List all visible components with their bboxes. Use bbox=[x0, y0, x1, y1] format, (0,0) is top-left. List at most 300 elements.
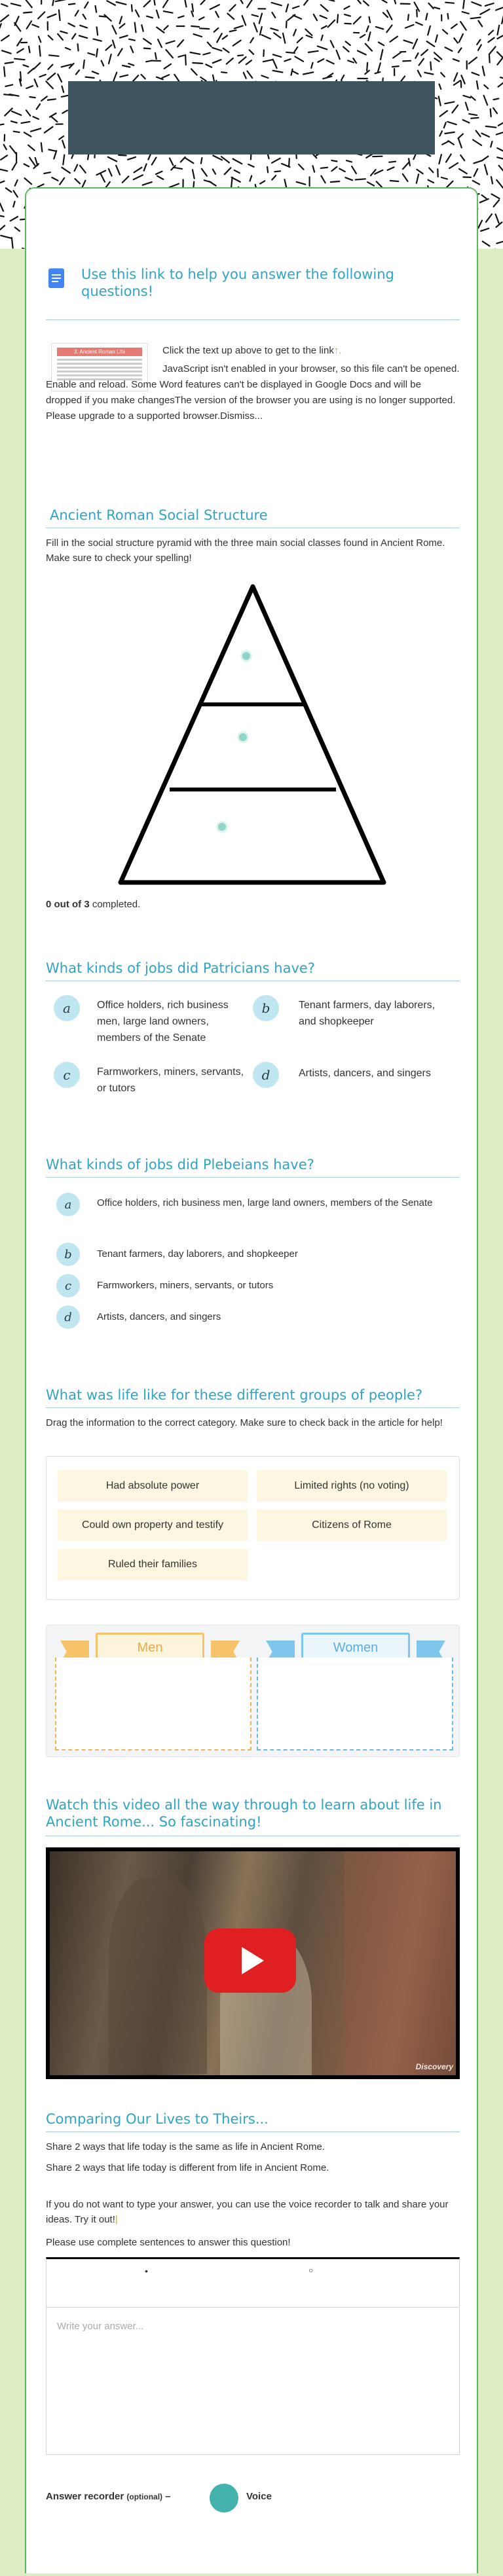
pattern-dash bbox=[156, 172, 162, 174]
pattern-dash bbox=[170, 158, 173, 166]
pattern-dash bbox=[272, 175, 276, 180]
sort-title: What was life like for these different groups of people? bbox=[46, 1387, 423, 1403]
pattern-dash bbox=[445, 132, 454, 134]
pattern-dash bbox=[213, 60, 221, 63]
compare-title: Comparing Our Lives to Theirs... bbox=[46, 2111, 269, 2127]
option-b-bubble[interactable]: b bbox=[253, 995, 279, 1021]
pattern-dash bbox=[52, 177, 58, 181]
pattern-dash bbox=[26, 110, 30, 116]
pattern-dash bbox=[143, 39, 151, 44]
pattern-dash bbox=[472, 73, 479, 75]
cursor-emoji: | bbox=[115, 2214, 118, 2226]
pattern-dash bbox=[162, 75, 170, 78]
pattern-dash bbox=[80, 166, 86, 173]
men-drop-zone[interactable] bbox=[55, 1658, 252, 1751]
pattern-dash bbox=[31, 128, 41, 132]
pattern-dash bbox=[52, 0, 54, 5]
men-label: Men bbox=[96, 1633, 204, 1663]
pattern-dash bbox=[392, 66, 399, 67]
pattern-dash bbox=[458, 138, 462, 147]
title-bar bbox=[68, 81, 435, 154]
pattern-dash bbox=[22, 122, 30, 123]
pattern-dash bbox=[286, 52, 295, 53]
pattern-dash bbox=[246, 60, 252, 64]
pattern-dash bbox=[274, 33, 280, 38]
pattern-dash bbox=[378, 63, 381, 72]
pattern-dash bbox=[252, 15, 258, 17]
pattern-dash bbox=[314, 14, 317, 20]
pattern-dash bbox=[299, 164, 304, 170]
pattern-dash bbox=[469, 58, 477, 64]
pyramid-bottom-hotspot[interactable] bbox=[216, 821, 228, 833]
pattern-dash bbox=[497, 148, 503, 152]
pattern-dash bbox=[174, 168, 182, 169]
pattern-dash bbox=[373, 156, 382, 157]
pattern-dash bbox=[496, 132, 503, 134]
pattern-dash bbox=[452, 105, 458, 113]
pattern-dash bbox=[386, 26, 392, 33]
pattern-dash bbox=[69, 4, 75, 5]
pattern-dash bbox=[136, 10, 139, 17]
pattern-dash bbox=[185, 0, 186, 7]
pattern-dash bbox=[45, 127, 53, 133]
pattern-dash bbox=[62, 141, 65, 148]
pattern-dash bbox=[449, 141, 454, 145]
pattern-dash bbox=[120, 24, 125, 27]
pattern-dash bbox=[48, 150, 55, 151]
pattern-dash bbox=[439, 154, 441, 164]
pattern-dash bbox=[25, 178, 32, 184]
pattern-dash bbox=[75, 10, 79, 16]
pattern-dash bbox=[273, 54, 282, 57]
pattern-dash bbox=[418, 71, 421, 77]
pattern-dash bbox=[293, 15, 302, 19]
pattern-dash bbox=[62, 86, 64, 92]
option-d-text[interactable]: Artists, dancers, and singers bbox=[97, 1311, 221, 1322]
pattern-dash bbox=[93, 39, 101, 41]
youtube-play-button[interactable] bbox=[204, 1929, 296, 1993]
pattern-dash bbox=[462, 12, 469, 14]
js-notice: JavaScript isn't enabled in your browser, so this file can't be opened. Enable and reload. Some Word features can't be displayed in Google Docs and will be dropped if you make changesThe version of the browser you are using is no longer supported. Please upgrade to a supported browser.Dismiss... bbox=[46, 363, 460, 422]
pattern-dash bbox=[4, 145, 7, 149]
option-d-bubble[interactable]: d bbox=[253, 1062, 279, 1088]
pattern-dash bbox=[37, 104, 40, 109]
pattern-dash bbox=[227, 14, 234, 20]
pattern-dash bbox=[480, 199, 489, 202]
pattern-dash bbox=[273, 60, 277, 68]
recorder-optional: (optional) bbox=[126, 2492, 163, 2501]
pattern-dash bbox=[473, 140, 481, 146]
pattern-dash bbox=[491, 141, 492, 147]
pattern-dash bbox=[494, 99, 499, 100]
pattern-dash bbox=[341, 75, 344, 81]
pattern-dash bbox=[304, 0, 309, 5]
option-a-bubble[interactable]: a bbox=[54, 995, 80, 1021]
pattern-dash bbox=[424, 73, 433, 75]
pattern-dash bbox=[474, 160, 482, 163]
pattern-dash bbox=[486, 126, 496, 128]
answer-textarea[interactable]: Write your answer... bbox=[57, 2321, 144, 2332]
pattern-dash bbox=[164, 64, 171, 69]
pattern-dash bbox=[68, 24, 75, 27]
pattern-dash bbox=[267, 167, 268, 172]
pattern-dash bbox=[346, 160, 352, 162]
compare-line-1: Share 2 ways that life today is the same as life in Ancient Rome. bbox=[46, 2141, 326, 2152]
pattern-dash bbox=[11, 121, 17, 123]
pattern-dash bbox=[498, 26, 500, 35]
pattern-dash bbox=[144, 1, 151, 7]
option-b-text[interactable]: Tenant farmers, day laborers, and shopkeeper bbox=[97, 1248, 298, 1260]
pattern-dash bbox=[447, 122, 456, 124]
pattern-dash bbox=[379, 43, 384, 46]
pattern-dash bbox=[1, 155, 7, 160]
option-c-text[interactable]: Farmworkers, miners, servants, or tutors bbox=[97, 1066, 244, 1094]
pattern-dash bbox=[223, 48, 229, 52]
pattern-dash bbox=[217, 33, 222, 42]
pyramid-outline bbox=[121, 587, 384, 882]
pattern-dash bbox=[233, 159, 242, 164]
pattern-dash bbox=[107, 1, 115, 5]
pattern-dash bbox=[477, 40, 480, 45]
pattern-dash bbox=[213, 170, 215, 174]
pattern-dash bbox=[303, 72, 313, 74]
bullet-list-button[interactable]: • bbox=[145, 2266, 148, 2276]
pattern-dash bbox=[250, 50, 254, 54]
pattern-dash bbox=[193, 170, 195, 178]
pattern-dash bbox=[12, 111, 21, 115]
pattern-dash bbox=[10, 146, 16, 154]
pattern-dash bbox=[154, 0, 155, 5]
option-b-bubble[interactable]: b bbox=[56, 1243, 80, 1266]
drag-item[interactable]: Citizens of Rome bbox=[257, 1510, 447, 1541]
pattern-dash bbox=[191, 69, 197, 75]
pattern-dash bbox=[485, 165, 487, 175]
pattern-dash bbox=[157, 10, 159, 18]
pattern-dash bbox=[152, 158, 157, 165]
pattern-dash bbox=[473, 181, 479, 185]
pattern-dash bbox=[203, 53, 210, 55]
pyramid-top-hotspot[interactable] bbox=[240, 650, 252, 662]
pattern-dash bbox=[286, 5, 288, 12]
pattern-dash bbox=[382, 0, 387, 3]
pattern-dash bbox=[58, 34, 63, 40]
pyramid-progress bbox=[46, 897, 140, 912]
pattern-dash bbox=[305, 29, 312, 35]
pattern-dash bbox=[113, 73, 117, 81]
progress-suffix: completed. bbox=[89, 899, 141, 910]
pattern-dash bbox=[263, 60, 272, 62]
pattern-dash bbox=[48, 65, 52, 69]
pattern-dash bbox=[464, 96, 471, 98]
pattern-dash bbox=[484, 85, 488, 88]
pattern-dash bbox=[497, 52, 503, 58]
pattern-dash bbox=[143, 182, 152, 185]
pattern-dash bbox=[134, 175, 143, 179]
pattern-dash bbox=[294, 47, 297, 52]
pattern-dash bbox=[56, 0, 66, 1]
pattern-dash bbox=[498, 82, 503, 87]
pattern-dash bbox=[308, 51, 318, 52]
divider bbox=[46, 1177, 460, 1178]
pattern-dash bbox=[44, 172, 50, 173]
pattern-dash bbox=[244, 73, 246, 79]
pattern-dash bbox=[454, 38, 458, 43]
pattern-dash bbox=[32, 25, 39, 27]
pattern-dash bbox=[388, 167, 394, 170]
pattern-dash bbox=[441, 177, 447, 179]
pattern-dash bbox=[144, 164, 147, 171]
pattern-dash bbox=[496, 214, 499, 223]
pattern-dash bbox=[199, 17, 204, 20]
pattern-dash bbox=[421, 50, 428, 56]
pattern-dash bbox=[262, 35, 270, 39]
pattern-dash bbox=[446, 154, 451, 162]
pattern-dash bbox=[227, 58, 233, 64]
pattern-dash bbox=[356, 0, 361, 3]
pattern-dash bbox=[439, 131, 442, 136]
drag-item[interactable]: Limited rights (no voting) bbox=[257, 1470, 447, 1502]
pattern-dash bbox=[109, 169, 112, 176]
pattern-dash bbox=[369, 17, 371, 23]
voice-record-button[interactable] bbox=[210, 2484, 238, 2513]
pattern-dash bbox=[41, 96, 47, 101]
pattern-dash bbox=[434, 7, 439, 9]
pattern-dash bbox=[318, 46, 327, 50]
pattern-dash bbox=[86, 77, 94, 78]
pattern-dash bbox=[428, 3, 433, 9]
option-a-text[interactable]: Office holders, rich business men, large land owners, members of the Senate bbox=[97, 1000, 229, 1043]
pattern-dash bbox=[498, 121, 503, 126]
pattern-dash bbox=[297, 38, 303, 43]
pattern-dash bbox=[49, 55, 59, 56]
pattern-dash bbox=[429, 168, 433, 172]
pattern-dash bbox=[83, 60, 84, 68]
pattern-dash bbox=[339, 169, 345, 172]
answer-recorder-label bbox=[46, 2489, 171, 2504]
pattern-dash bbox=[48, 35, 53, 39]
pyramid-middle-hotspot[interactable] bbox=[237, 731, 249, 743]
option-d-text[interactable]: Artists, dancers, and singers bbox=[299, 1068, 431, 1079]
pattern-dash bbox=[387, 10, 392, 20]
pattern-dash bbox=[202, 169, 207, 176]
pattern-dash bbox=[83, 14, 86, 19]
pattern-dash bbox=[371, 170, 376, 175]
pattern-dash bbox=[1, 35, 9, 41]
pattern-dash bbox=[38, 12, 45, 18]
pattern-dash bbox=[322, 26, 327, 29]
pattern-dash bbox=[104, 15, 111, 21]
pattern-dash bbox=[444, 122, 446, 128]
link-section-title: Use this link to help you answer the following questions! bbox=[81, 266, 394, 300]
pattern-dash bbox=[489, 56, 490, 63]
pattern-dash bbox=[46, 81, 53, 88]
option-d-bubble[interactable]: d bbox=[56, 1305, 80, 1329]
pattern-dash bbox=[54, 151, 56, 158]
recorder-label: Answer recorder bbox=[46, 2491, 124, 2502]
pattern-dash bbox=[447, 181, 453, 188]
option-a-text[interactable]: Office holders, rich business men, large land owners, members of the Senate bbox=[97, 1197, 433, 1208]
pattern-dash bbox=[84, 2, 88, 8]
pattern-dash bbox=[29, 46, 30, 52]
google-doc-icon bbox=[48, 268, 64, 288]
pattern-dash bbox=[247, 0, 252, 7]
pattern-dash bbox=[120, 35, 128, 38]
pattern-dash bbox=[403, 174, 408, 181]
pattern-dash bbox=[0, 226, 5, 231]
pattern-dash bbox=[15, 180, 18, 186]
pattern-dash bbox=[500, 77, 503, 79]
pattern-dash bbox=[0, 204, 3, 211]
pattern-dash bbox=[439, 84, 441, 90]
option-c-bubble[interactable]: c bbox=[54, 1062, 80, 1088]
pattern-dash bbox=[497, 57, 503, 65]
pattern-dash bbox=[201, 0, 205, 5]
pattern-dash bbox=[408, 14, 409, 20]
pattern-dash bbox=[191, 26, 199, 27]
pattern-dash bbox=[482, 195, 487, 198]
pattern-dash bbox=[194, 34, 202, 37]
click-text bbox=[162, 343, 451, 358]
pattern-dash bbox=[0, 24, 1, 29]
drag-item[interactable]: Ruled their families bbox=[58, 1549, 248, 1580]
pattern-dash bbox=[20, 72, 21, 81]
click-text-label: Click the text up above to get to the link bbox=[162, 345, 334, 356]
pattern-dash bbox=[4, 67, 5, 76]
pattern-dash bbox=[416, 22, 422, 25]
pattern-dash bbox=[119, 155, 126, 156]
pattern-dash bbox=[0, 124, 4, 126]
pattern-dash bbox=[157, 27, 164, 33]
pattern-dash bbox=[238, 55, 243, 56]
women-drop-zone[interactable] bbox=[257, 1658, 453, 1751]
pattern-dash bbox=[331, 167, 337, 171]
pattern-dash bbox=[113, 26, 117, 34]
pattern-dash bbox=[445, 102, 454, 104]
compare-line-3 bbox=[46, 2197, 460, 2228]
pattern-dash bbox=[461, 75, 464, 84]
pattern-dash bbox=[352, 166, 356, 173]
drag-item[interactable]: Had absolute power bbox=[58, 1470, 248, 1502]
pattern-dash bbox=[58, 74, 62, 82]
women-label: Women bbox=[301, 1633, 410, 1663]
option-c-text[interactable]: Farmworkers, miners, servants, or tutors bbox=[97, 1280, 274, 1291]
video-player[interactable] bbox=[46, 1847, 460, 2079]
option-a-bubble[interactable]: a bbox=[56, 1193, 80, 1216]
pattern-dash bbox=[212, 48, 221, 51]
pattern-dash bbox=[321, 5, 328, 11]
pattern-dash bbox=[460, 155, 464, 160]
pattern-dash bbox=[14, 190, 18, 197]
pattern-dash bbox=[405, 25, 413, 28]
pattern-dash bbox=[106, 182, 110, 187]
pattern-dash bbox=[320, 16, 327, 18]
pattern-dash bbox=[147, 16, 153, 18]
pattern-dash bbox=[494, 200, 500, 207]
pattern-dash bbox=[390, 37, 398, 42]
pattern-dash bbox=[448, 14, 449, 19]
pattern-dash bbox=[476, 131, 481, 137]
pattern-dash bbox=[413, 154, 416, 159]
pattern-dash bbox=[363, 1, 369, 6]
pattern-dash bbox=[60, 31, 67, 33]
drag-item[interactable]: Could own property and testify bbox=[58, 1510, 248, 1541]
pattern-dash bbox=[251, 154, 252, 160]
pattern-dash bbox=[459, 169, 467, 173]
pattern-dash bbox=[367, 26, 369, 31]
numbered-list-button[interactable]: ○ bbox=[308, 2266, 314, 2275]
video-title: Watch this video all the way through to learn about life in Ancient Rome... So fascinating! bbox=[46, 1797, 442, 1830]
pattern-dash bbox=[348, 61, 354, 63]
pattern-dash bbox=[33, 117, 39, 119]
pattern-dash bbox=[492, 194, 500, 198]
pattern-dash bbox=[118, 48, 122, 56]
pattern-dash bbox=[497, 35, 503, 39]
pattern-dash bbox=[27, 21, 31, 29]
pattern-dash bbox=[215, 12, 219, 18]
pattern-dash bbox=[233, 41, 241, 46]
pattern-dash bbox=[164, 11, 173, 13]
pattern-dash bbox=[41, 143, 43, 151]
doc-thumbnail-title: 3. Ancient Roman Life bbox=[57, 348, 142, 356]
pattern-dash bbox=[63, 155, 64, 165]
pattern-dash bbox=[206, 64, 212, 67]
pattern-dash bbox=[272, 3, 282, 5]
pattern-dash bbox=[345, 7, 350, 9]
pattern-dash bbox=[144, 48, 151, 49]
pattern-dash bbox=[51, 117, 58, 122]
pattern-dash bbox=[472, 2, 481, 6]
pattern-dash bbox=[283, 33, 285, 43]
pattern-dash bbox=[451, 24, 457, 28]
compare-line-4: Please use complete sentences to answer this question! bbox=[46, 2237, 291, 2248]
pattern-dash bbox=[39, 46, 41, 56]
option-c-bubble[interactable]: c bbox=[56, 1274, 80, 1297]
pattern-dash bbox=[0, 215, 4, 217]
pattern-dash bbox=[478, 45, 481, 50]
pattern-dash bbox=[415, 53, 418, 58]
pattern-dash bbox=[28, 145, 35, 151]
pattern-dash bbox=[404, 41, 413, 43]
option-b-text[interactable]: Tenant farmers, day laborers, and shopkeeper bbox=[299, 1000, 436, 1027]
pattern-dash bbox=[164, 26, 168, 29]
pattern-dash bbox=[120, 75, 128, 77]
pattern-dash bbox=[321, 35, 322, 41]
pattern-dash bbox=[155, 53, 157, 59]
pattern-dash bbox=[270, 28, 278, 30]
pattern-dash bbox=[346, 41, 350, 45]
pattern-dash bbox=[24, 12, 31, 13]
pattern-dash bbox=[393, 52, 401, 58]
pattern-dash bbox=[381, 50, 382, 60]
pattern-dash bbox=[463, 0, 464, 9]
pattern-dash bbox=[471, 18, 481, 19]
pattern-dash bbox=[122, 65, 130, 67]
pattern-dash bbox=[223, 35, 227, 39]
pattern-dash bbox=[39, 37, 41, 43]
pattern-dash bbox=[40, 75, 46, 77]
pattern-dash bbox=[13, 202, 14, 207]
pattern-dash bbox=[178, 16, 183, 18]
pattern-dash bbox=[24, 164, 29, 167]
pattern-dash bbox=[10, 94, 19, 96]
pattern-dash bbox=[250, 38, 253, 43]
pattern-dash bbox=[76, 70, 79, 74]
pattern-dash bbox=[311, 63, 312, 68]
pattern-dash bbox=[234, 26, 243, 28]
pattern-dash bbox=[454, 73, 457, 81]
pattern-dash bbox=[225, 168, 231, 174]
pattern-dash bbox=[177, 40, 183, 46]
